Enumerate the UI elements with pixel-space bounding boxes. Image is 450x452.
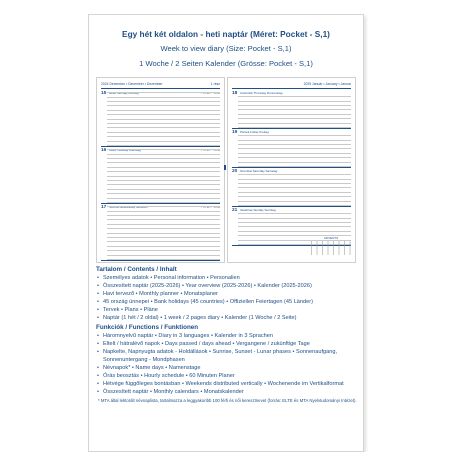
day-number: 21 xyxy=(232,208,238,213)
list-item: • Eltelt / hátralévő napok • Days passed / days ahead • Vergangene / zukünftige Tage xyxy=(96,340,358,348)
description xyxy=(96,265,358,404)
contents-heading: Tartalom / Contents / Inhalt xyxy=(96,266,177,273)
title-english: Week to view diary (Size: Pocket - S,1) xyxy=(160,44,292,53)
right-day-block xyxy=(232,129,351,168)
title-german: 1 Woche / 2 Seiten Kalender (Grösse: Pocket - S,1) xyxy=(139,59,313,68)
day-name: Vasárnap Sunday Sonntag xyxy=(240,207,276,212)
list-item: • Személyes adatok • Personal information • Personalien xyxy=(96,274,358,282)
footnote: * MTA által lektorált névnaplista, tartalmazza a leggyakoribb 100 férfi és női keresztnevet (forrás: ELTE és MTA Nyelvtudományi Intézet). xyxy=(98,398,357,404)
contents-list xyxy=(96,274,358,323)
day-name: Csütörtök Thursday Donnerstag xyxy=(240,90,283,95)
left-page-header-right: 1 rész xyxy=(210,82,220,86)
day-name: Szombat Saturday Samstag xyxy=(240,168,278,173)
day-number: 17 xyxy=(101,205,107,210)
day-name: Hétfő Monday Montag xyxy=(109,90,139,95)
list-item: • Összesített naptár • Monthly calendars • Monatskalender xyxy=(96,388,358,396)
day-name: Péntek Friday Freitag xyxy=(240,129,269,134)
title-hungarian: Egy hét két oldalon - heti naptár (Méret: Pocket - S,1) xyxy=(122,29,330,39)
list-item: • Hétvége függőleges bontásban • Weekends distributed vertically • Wochenende im Vertikalformat xyxy=(96,380,358,388)
day-name: Szerda Wednesday Mittwoch xyxy=(109,204,148,209)
list-item: • Tervek • Plans • Pläne xyxy=(96,306,358,314)
day-number: 20 xyxy=(232,169,238,174)
left-day-block xyxy=(101,204,220,261)
mini-calendar-grid xyxy=(311,241,351,255)
product-sheet xyxy=(88,14,364,452)
day-number: 19 xyxy=(232,130,238,135)
list-item: • Havi tervező • Monthly planner • Monatsplaner xyxy=(96,290,358,298)
sun-times: ☼ 07:20 ☾ 15:56 xyxy=(200,91,220,95)
left-page-month: 2024 December • December • Dezember xyxy=(101,82,163,86)
list-item: • Napkelte, Napnyugta adatok - Holdállások • Sunrise, Sunset - Lunar phases • Sonnenaufgang, Sonnenuntergang - Mondphasen xyxy=(96,348,358,364)
sun-times: ☼ 07:22 ☾ 15:56 xyxy=(200,205,220,209)
writing-lines xyxy=(107,89,220,146)
day-number: 15 xyxy=(101,91,107,96)
diary-right-page xyxy=(227,77,356,263)
writing-lines xyxy=(107,203,220,260)
functions-heading: Funkciók / Functions / Funktionen xyxy=(96,323,199,331)
list-item: • Összesített naptár (2025-2026) • Year overview (2025-2026) • Kalender (2025-2026) xyxy=(96,282,358,290)
left-day-block xyxy=(101,90,220,147)
left-day-block xyxy=(101,147,220,204)
right-page-header xyxy=(232,82,351,89)
list-item: • Órás beosztás • Hourly schedule • 60 Minuten Planer xyxy=(96,372,358,380)
bookmark-ribbon xyxy=(224,165,226,170)
right-day-block xyxy=(232,168,351,207)
day-number: 18 xyxy=(232,91,238,96)
list-item: • Naptár (1 hét / 2 oldal) • 1 week / 2 pages diary • Kalender (1 Woche / 2 Seite) xyxy=(96,314,358,322)
day-number: 16 xyxy=(101,148,107,153)
list-item: • 45 ország ünnepei • Bank holidays (45 countries) • Offiziellen Feiertagen (45 Länder) xyxy=(96,298,358,306)
right-page-month: 2025 Január • January • Januar xyxy=(303,82,351,86)
writing-lines xyxy=(107,146,220,203)
writing-line xyxy=(238,202,351,206)
sun-times: ☼ 07:21 ☾ 15:56 xyxy=(200,148,220,152)
list-item: • Háromnyelvű naptár • Diary in 3 languages • Kalender in 3 Sprachen xyxy=(96,332,358,340)
diary-spread-preview xyxy=(96,77,354,261)
list-item: • Névnapok* • Name days • Namenstage xyxy=(96,364,358,372)
mini-calendar-title: ADVENTS xyxy=(323,236,339,240)
day-name: Kedd Tuesday Dienstag xyxy=(109,147,141,152)
functions-list xyxy=(96,332,358,397)
diary-left-page xyxy=(96,77,225,263)
writing-line xyxy=(107,256,220,260)
writing-line xyxy=(238,124,351,128)
mini-calendar xyxy=(311,236,351,256)
writing-line xyxy=(238,163,351,167)
right-day-block xyxy=(232,90,351,129)
